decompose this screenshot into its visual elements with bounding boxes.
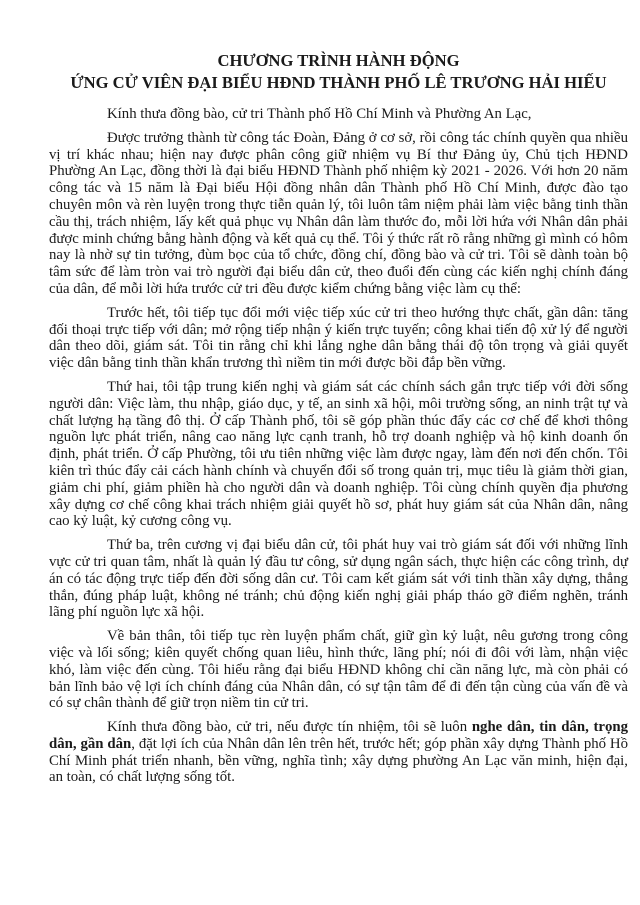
title-line-2: ỨNG CỬ VIÊN ĐẠI BIỂU HĐND THÀNH PHỐ LÊ TRƯƠNG HẢI HIẾU [70, 73, 607, 92]
closing-text-post: , đặt lợi ích của Nhân dân lên trên hết, trước hết; góp phần xây dựng Thành phố Hồ Chí Minh phát triển nhanh, bền vững, nghĩa tình; xây dựng phường An Lạc văn minh, hiện đại, an toàn, có chất lượng sống tốt. [49, 735, 628, 786]
document-title [49, 50, 628, 94]
title-line-1: CHƯƠNG TRÌNH HÀNH ĐỘNG [217, 51, 460, 70]
closing-paragraph [49, 719, 628, 786]
paragraph-personal-pledge: Về bản thân, tôi tiếp tục rèn luyện phẩm chất, giữ gìn kỷ luật, nêu gương trong công việc và lối sống; kiên quyết chống quan liêu, hình thức, lãng phí; nói đi đôi với làm, nhận việc khó, làm việc đến cùng. Tôi hiểu rằng đại biểu HĐND không chỉ cần năng lực, mà còn phải có bản lĩnh bảo vệ lợi ích chính đáng của Nhân dân, có sự tận tâm để đi đến tận cùng của vấn đề và có sự chân thành để giữ trọn niềm tin cử tri. [49, 628, 628, 712]
paragraph-introduction: Được trưởng thành từ công tác Đoàn, Đảng ở cơ sở, rồi công tác chính quyền qua nhiều vị trí khác nhau; hiện nay được phân công giữ nhiệm vụ Bí thư Đảng ủy, Chủ tịch HĐND Phường An Lạc, đồng thời là đại biểu HĐND Thành phố nhiệm kỳ 2021 - 2026. Với hơn 20 năm công tác và 15 năm là Đại biểu Hội đồng nhân dân Thành phố Hồ Chí Minh, được đào tạo chuyên môn và rèn luyện trong thực tiễn quản lý, tôi luôn tâm niệm phải làm việc bằng tinh thần cầu thị, trách nhiệm, lấy kết quả phục vụ Nhân dân làm thước đo, mỗi lời hứa với Nhân dân phải được minh chứng bằng hành động và kết quả cụ thể. Tôi ý thức rất rõ rằng những gì mình có hôm nay là nhờ sự tin tưởng, đùm bọc của tổ chức, đồng chí, đồng bào và cử tri. Tôi sẽ dành toàn bộ tâm sức để làm tròn vai trò người đại biểu dân cử, theo đuổi đến cùng các kiến nghị chính đáng của dân, để mỗi lời hứa trước cử tri đều được kiểm chứng bằng việc làm cụ thể: [49, 129, 628, 297]
salutation-paragraph: Kính thưa đồng bào, cử tri Thành phố Hồ Chí Minh và Phường An Lạc, [107, 106, 532, 122]
paragraph-third-commitment: Thứ ba, trên cương vị đại biểu dân cử, tôi phát huy vai trò giám sát đối với những lĩnh vực cử tri quan tâm, nhất là quản lý đầu tư công, sử dụng ngân sách, thực hiện các công trình, dự án có tác động trực tiếp đến đời sống dân cư. Tôi cam kết giám sát với tinh thần xây dựng, thẳng thắn, đúng pháp luật, không né tránh; chủ động kiến nghị giải pháp tháo gỡ điểm nghẽn, tránh lãng phí nguồn lực xã hội. [49, 537, 628, 621]
paragraph-first-commitment: Trước hết, tôi tiếp tục đổi mới việc tiếp xúc cử tri theo hướng thực chất, gần dân: tăng đối thoại trực tiếp với dân; mở rộng tiếp nhận ý kiến trực tuyến; công khai tiến độ xử lý để người dân theo dõi, giám sát. Tôi tin rằng chỉ khi lắng nghe dân bằng thái độ tôn trọng và giải quyết việc dân bằng tinh thần khẩn trương thì niềm tin mới được bồi đắp bền vững. [49, 304, 628, 372]
paragraph-second-commitment: Thứ hai, tôi tập trung kiến nghị và giám sát các chính sách gắn trực tiếp với đời sống người dân: Việc làm, thu nhập, giáo dục, y tế, an sinh xã hội, môi trường sống, an ninh trật tự và chất lượng hạ tầng đô thị. Ở cấp Thành phố, tôi sẽ góp phần thúc đẩy các cơ chế để khơi thông nguồn lực phát triển, nâng cao năng lực cạnh tranh, hỗ trợ doanh nghiệp và hộ kinh doanh ổn định, phát triển. Ở cấp Phường, tôi ưu tiên những việc làm được ngay, làm đến nơi đến chốn. Tôi kiên trì thúc đẩy cải cách hành chính và chuyển đổi số trong quản trị, mục tiêu là giảm thời gian, giảm chi phí, giảm phiền hà cho người dân và doanh nghiệp. Tôi cùng chính quyền địa phương xây dựng cơ chế công khai trách nhiệm giải quyết hồ sơ, phát huy giám sát của Nhân dân, nâng cao kỷ luật, kỷ cương công vụ. [49, 378, 628, 530]
closing-bold-motto: nghe dân, tin dân, trọng dân, gần dân [49, 719, 628, 752]
closing-text-pre: Kính thưa đồng bào, cử tri, nếu được tín nhiệm, tôi sẽ luôn [107, 719, 472, 736]
